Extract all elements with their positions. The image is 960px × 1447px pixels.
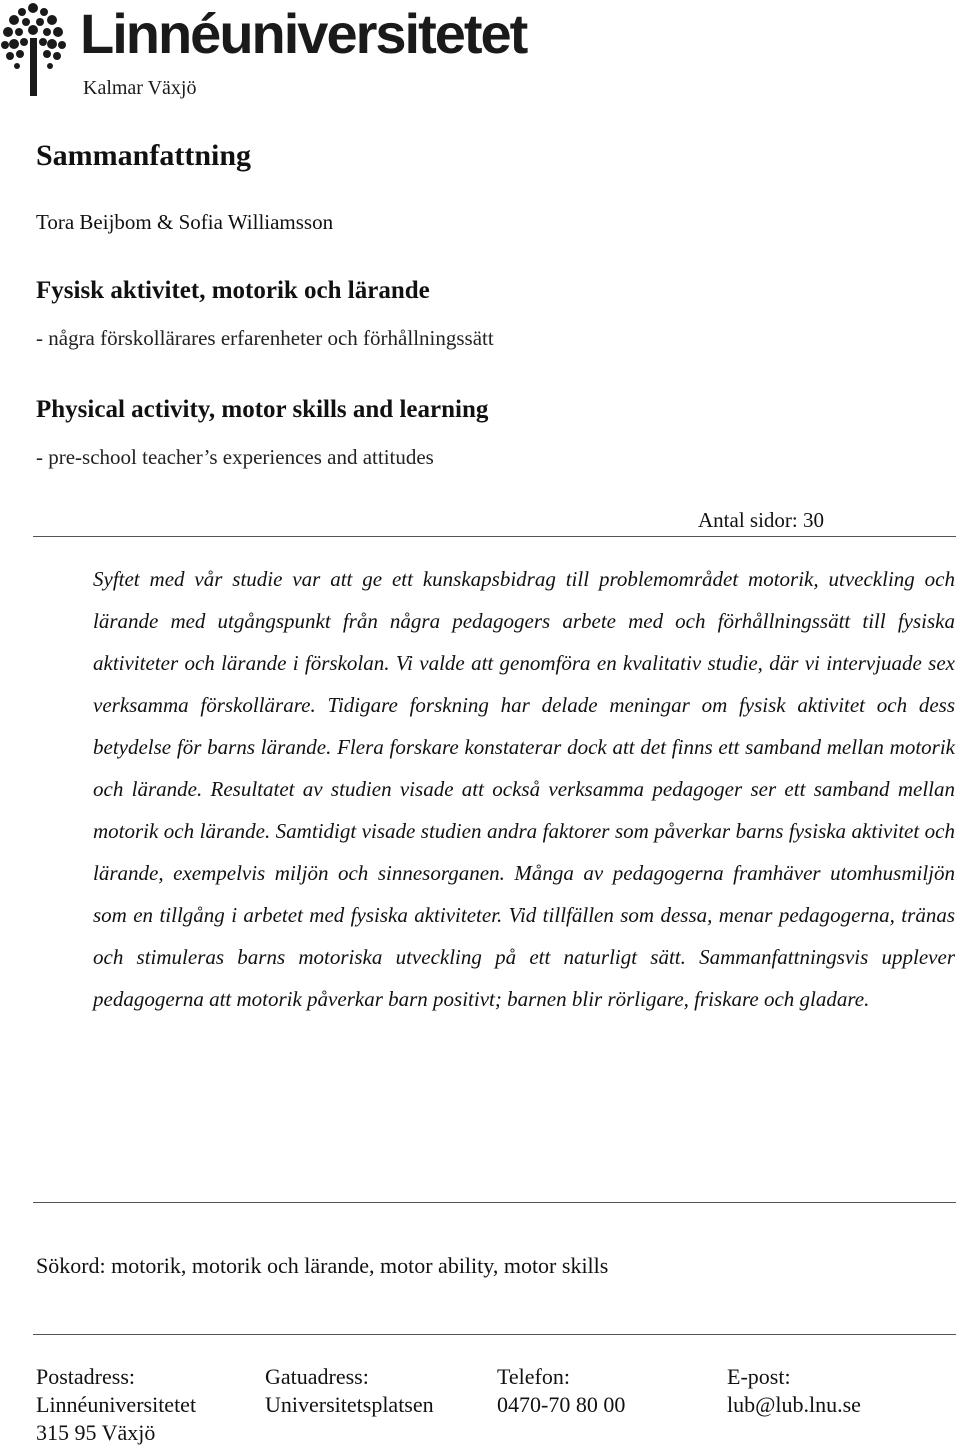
english-title: Physical activity, motor skills and learning bbox=[36, 396, 489, 423]
authors: Tora Beijbom & Sofia Williamsson bbox=[36, 210, 334, 234]
email-label: E-post: bbox=[727, 1364, 791, 1389]
university-logo bbox=[0, 0, 560, 105]
email-value: lub@lub.lnu.se bbox=[727, 1392, 861, 1417]
keywords: Sökord: motorik, motorik och lärande, motor ability, motor skills bbox=[36, 1253, 609, 1278]
divider bbox=[33, 536, 956, 537]
postal-address-line1: Linnéuniversitetet bbox=[36, 1392, 197, 1417]
street-address-block bbox=[265, 1363, 434, 1419]
phone-block bbox=[497, 1363, 625, 1419]
swedish-title: Fysisk aktivitet, motorik och lärande bbox=[36, 277, 430, 304]
street-address-label: Gatuadress: bbox=[265, 1364, 369, 1389]
abstract-text: Syftet med vår studie var att ge ett kunskapsbidrag till problemområdet motorik, utveckling och lärande med utgångspunkt från några pedagogers arbete med och förhållningssätt till fysiska aktiviteter och lärande i förskolan. Vi valde att genomföra en kvalitativ studie, där vi intervjuade sex verksamma förskollärare. Tidigare forskning har delade meningar om fysisk aktivitet och dess betydelse för barns lärande. Flera forskare konstaterar dock att det finns ett samband mellan motorik och lärande. Resultatet av studien visade att också verksamma pedagoger ser ett samband mellan motorik och lärande. Samtidigt visade studien andra faktorer som påverkar barns fysiska aktivitet och lärande, exempelvis miljön och sinnesorganen. Många av pedagogerna framhäver utomhusmiljön som en tillgång i arbetet med fysiska aktiviteter. Vid tillfällen som dessa, menar pedagogerna, tränas och stimuleras barns motoriska utveckling på ett naturligt sätt. Sammanfattningsvis upplever pedagogerna att motorik påverkar barn positivt; barnen blir rörligare, friskare och gladare. bbox=[93, 567, 955, 1011]
street-address-value: Universitetsplatsen bbox=[265, 1392, 434, 1417]
page-count: Antal sidor: 30 bbox=[698, 508, 824, 532]
postal-address-block bbox=[36, 1363, 196, 1447]
divider bbox=[33, 1334, 956, 1335]
divider bbox=[33, 1202, 956, 1203]
postal-address-line2: 315 95 Växjö bbox=[36, 1420, 156, 1445]
swedish-subtitle: - några förskollärares erfarenheter och förhållningssätt bbox=[36, 326, 494, 350]
email-block bbox=[727, 1363, 861, 1419]
tree-logo-icon bbox=[0, 0, 80, 100]
logo-wordmark: Linnéuniversitetet bbox=[80, 2, 527, 65]
logo-subtitle: Kalmar Växjö bbox=[83, 77, 197, 99]
phone-value: 0470-70 80 00 bbox=[497, 1392, 626, 1417]
phone-label: Telefon: bbox=[497, 1364, 570, 1389]
english-subtitle: - pre-school teacher’s experiences and attitudes bbox=[36, 445, 434, 469]
page-heading: Sammanfattning bbox=[36, 139, 252, 172]
postal-address-label: Postadress: bbox=[36, 1364, 135, 1389]
